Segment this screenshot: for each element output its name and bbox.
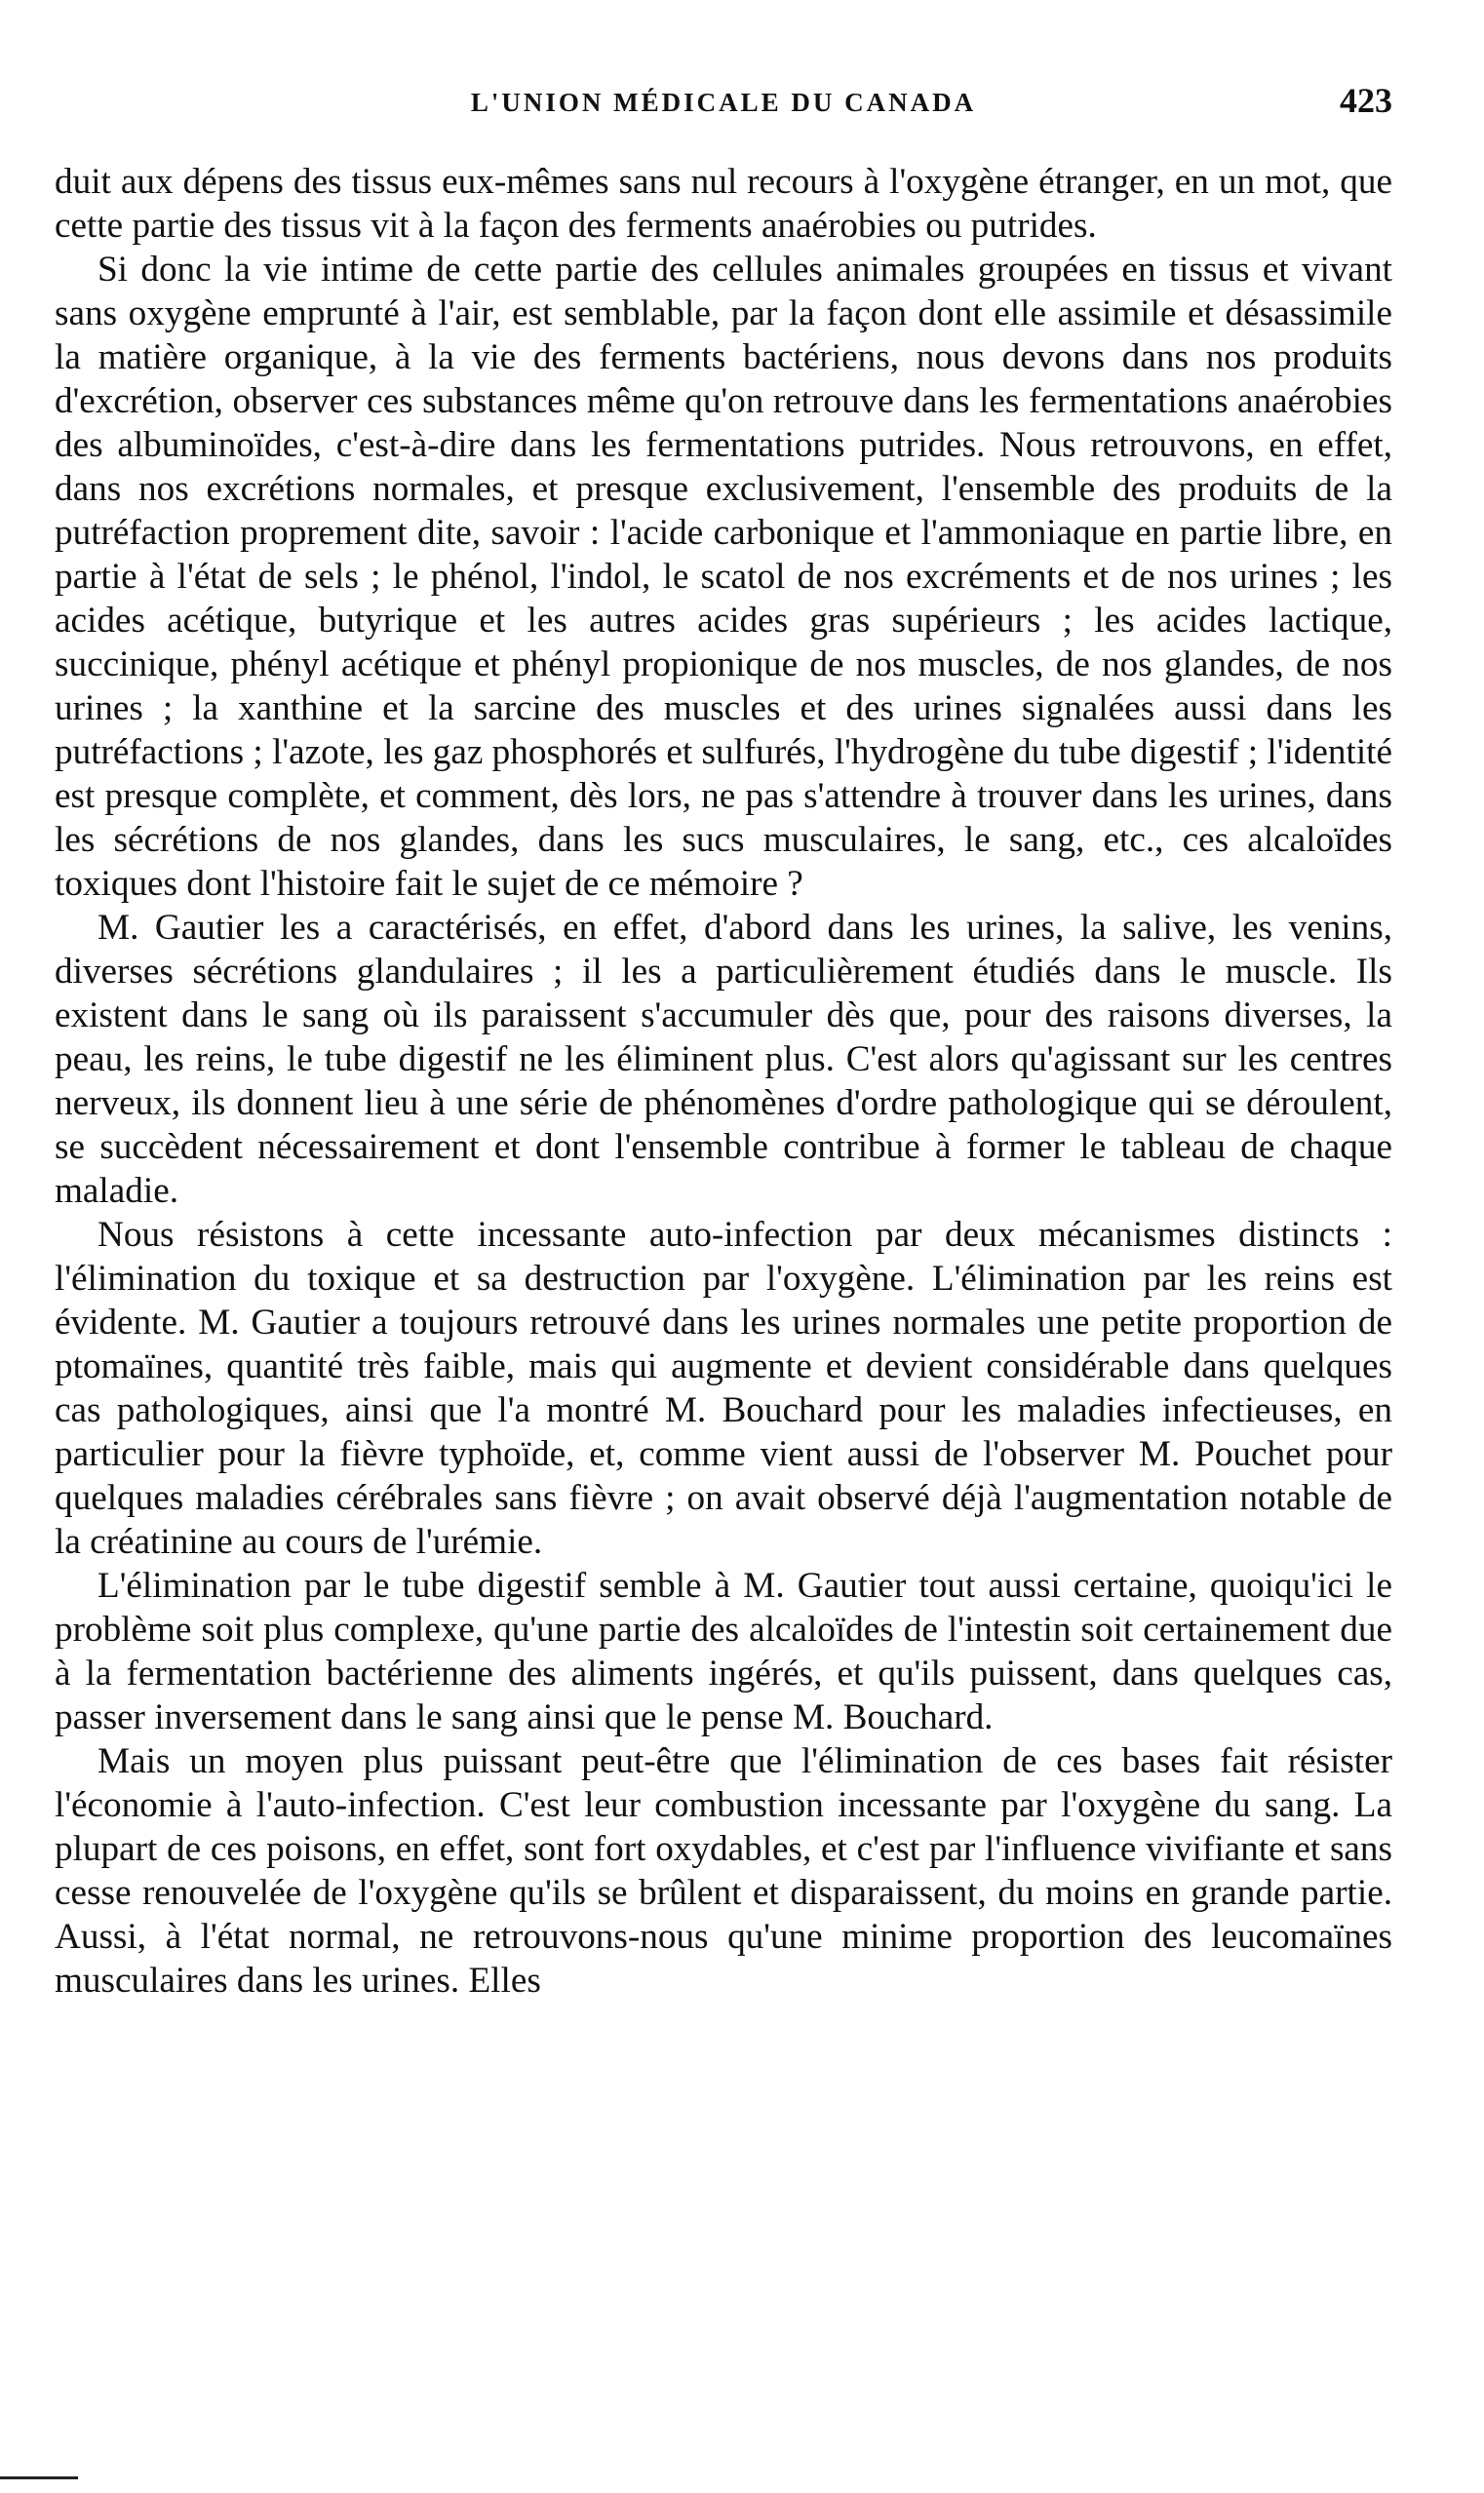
paragraph: M. Gautier les a caractérisés, en effet, d'abord dans les urines, la salive, les venins, diverses sécrétions glandulaires ; il les a particulièrement étudiés dans le muscle. Ils existent dans le sang où ils paraissent s'accumuler dès que, pour des raisons diverses, la peau, les reins, le tube digestif ne les éliminent plus. C'est alors qu'agissant sur les centres nerveux, ils donnent lieu à une série de phénomènes d'ordre pathologique qui se déroulent, se succèdent nécessairement et dont l'ensemble contribue à former le tableau de chaque maladie. [55,908,1392,1211]
footer-rule [0,2476,78,2479]
document-page [55,81,1392,2467]
page-number: 423 [1340,81,1392,120]
paragraph: Si donc la vie intime de cette partie des cellules animales groupées en tissus et vivant sans oxygène emprunté à l'air, est semblable, par la façon dont elle assimile et désassimile la matière organique, à la vie des ferments bactériens, nous devons dans nos produits d'excrétion, observer ces substances même qu'on retrouve dans les fermentations anaérobies des albuminoïdes, c'est-à-dire dans les fermentations putrides. Nous retrouvons, en effet, dans nos excrétions normales, et presque exclusivement, l'ensemble des produits de la putréfaction proprement dite, savoir : l'acide carbonique et l'ammoniaque en partie libre, en partie à l'état de sels ; le phénol, l'indol, le scatol de nos excréments et de nos urines ; les acides acétique, butyrique et les autres acides gras supérieurs ; les acides lactique, succinique, phényl acétique et phényl propionique de nos muscles, de nos glandes, de nos urines ; la xanthine et la sarcine des muscles et des urines signalées aussi dans les putréfactions ; l'azote, les gaz phosphorés et sulfurés, l'hydrogène du tube digestif ; l'identité est presque complète, et comment, dès lors, ne pas s'attendre à trouver dans les urines, dans les sécrétions de nos glandes, dans les sucs musculaires, le sang, etc., ces alcaloïdes toxiques dont l'histoire fait le sujet de ce mémoire ? [55,250,1392,904]
paragraph: duit aux dépens des tissus eux-mêmes sans nul recours à l'oxygène étranger, en un mot, que cette partie des tissus vit à la façon des ferments anaérobies ou putrides. [55,162,1392,246]
body-text [55,160,1392,2003]
paragraph: L'élimination par le tube digestif semble à M. Gautier tout aussi certaine, quoiqu'ici le problème soit plus complexe, qu'une partie des alcaloïdes de l'intestin soit certainement due à la fermentation bactérienne des aliments ingérés, et qu'ils puissent, dans quelques cas, passer inversement dans le sang ainsi que le pense M. Bouchard. [55,1566,1392,1737]
running-header [55,81,1392,135]
running-title: L'UNION MÉDICALE DU CANADA [470,88,977,117]
paragraph: Mais un moyen plus puissant peut-être que l'élimination de ces bases fait résister l'économie à l'auto-infection. C'est leur combustion incessante par l'oxygène du sang. La plupart de ces poisons, en effet, sont fort oxydables, et c'est par l'influence vivifiante et sans cesse renouvelée de l'oxygène qu'ils se brûlent et disparaissent, du moins en grande partie. Aussi, à l'état normal, ne retrouvons-nous qu'une minime proportion des leucomaïnes musculaires dans les urines. Elles [55,1741,1392,2001]
paragraph: Nous résistons à cette incessante auto-infection par deux mécanismes distincts : l'élimination du toxique et sa destruction par l'oxygène. L'élimination par les reins est évidente. M. Gautier a toujours retrouvé dans les urines normales une petite proportion de ptomaïnes, quantité très faible, mais qui augmente et devient considérable dans quelques cas pathologiques, ainsi que l'a montré M. Bouchard pour les maladies infectieuses, en particulier pour la fièvre typhoïde, et, comme vient aussi de l'observer M. Pouchet pour quelques maladies cérébrales sans fièvre ; on avait observé déjà l'augmentation notable de la créatinine au cours de l'urémie. [55,1215,1392,1562]
